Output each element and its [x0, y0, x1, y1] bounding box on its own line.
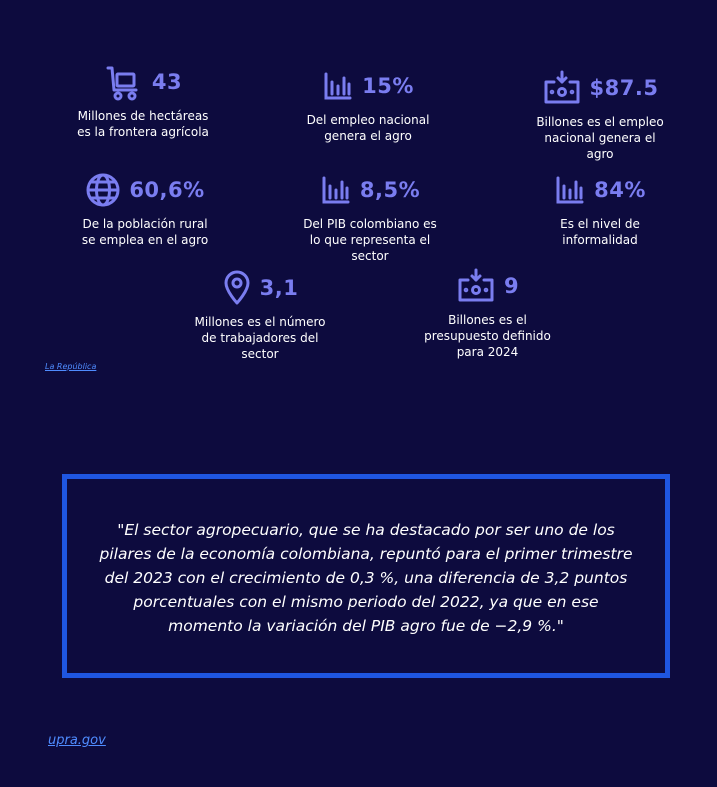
- stat-value: 3,1: [259, 276, 299, 300]
- bar-chart-icon: [322, 70, 354, 102]
- stat-billones-empleo: [520, 66, 680, 162]
- location-pin-icon: [222, 270, 252, 306]
- stat-value: 60,6%: [129, 178, 205, 202]
- stat-poblacion-rural: [60, 168, 230, 248]
- globe-icon: [85, 172, 121, 208]
- bar-chart-icon: [320, 174, 352, 206]
- stat-description: Millones es el número de trabajadores del sector: [194, 315, 326, 361]
- stat-value: 84%: [594, 178, 646, 202]
- stat-presupuesto: [405, 264, 570, 360]
- cart-icon: [104, 62, 144, 102]
- stat-trabajadores: [180, 266, 340, 362]
- stat-description: Millones de hectáreas es la frontera agrícola: [77, 109, 209, 139]
- source-link[interactable]: La República: [45, 362, 97, 371]
- money-icon: [456, 268, 496, 304]
- quote-text: "El sector agropecuario, que se ha destacado por ser uno de los pilares de la economía colombiana, repuntó para el primer trimestre del 2023 con el crecimiento de 0,3 %, una diferencia de 3,2 puntos porcentuales con el mismo periodo del 2022, ya que en ese momento la variación del PIB agro fue de −2,9 %.": [99, 521, 633, 635]
- stat-description: Del empleo nacional genera el agro: [306, 113, 430, 143]
- stat-value: $87.5: [589, 76, 659, 100]
- stat-value: 8,5%: [359, 178, 421, 202]
- stat-description: Billones es el presupuesto definido para 2024: [424, 313, 551, 359]
- stat-frontera-agricola: [58, 60, 228, 140]
- stat-value: 9: [503, 274, 520, 298]
- footer-link[interactable]: upra.gov: [48, 733, 106, 748]
- stat-description: Del PIB colombiano es lo que representa el sector: [303, 217, 437, 263]
- stat-pib-colombiano: [290, 168, 450, 264]
- stat-empleo-nacional: [288, 64, 448, 144]
- stat-description: Es el nivel de informalidad: [560, 217, 640, 247]
- bar-chart-icon: [554, 174, 586, 206]
- stat-description: De la población rural se emplea en el agro: [81, 217, 209, 247]
- stat-value: 15%: [362, 74, 414, 98]
- quote-box: [62, 474, 670, 678]
- stat-description: Billones es el empleo nacional genera el agro: [536, 115, 664, 161]
- stat-informalidad: [530, 168, 670, 248]
- money-icon: [542, 70, 582, 106]
- stat-value: 43: [151, 70, 183, 94]
